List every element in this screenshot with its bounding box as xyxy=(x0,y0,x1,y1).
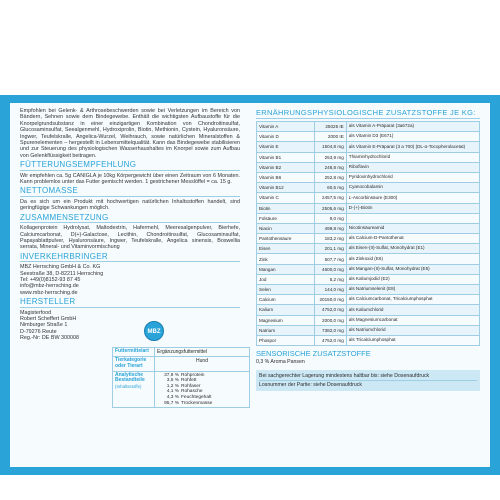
list-item: 4,3 % Feuchtegehalt xyxy=(166,394,212,400)
divider xyxy=(20,170,240,171)
divider xyxy=(20,261,240,262)
table-row xyxy=(257,162,480,172)
nutrient-description: Nicotinsäureamid xyxy=(346,223,479,233)
table-row xyxy=(257,335,480,345)
address-line: D-79276 Reute xyxy=(20,328,57,335)
distributor-address xyxy=(20,264,240,296)
analytical-values xyxy=(155,371,250,408)
intro-text: Empfohlen bei Gelenk- & Arthrosebeschwerden sowie bei Verletzungen im Bereich von Bändern, Sehnen sowie dem Bindegewebe. Enthält die wichtigsten Aufbaustoffe für die Knorpelgrundsubstanz in einer einzigartigen Kombination von Chondroitinsulfat, Glucosaminsulfat, Seealgenmehl, Hydroxiprolin, Biotin, Methionin, Cystein, Hyaluronsäure, Ingwer, Teufelskralle, Angelica-Wurzel, Weihrauch, sowie natürlichen Mineralstoffen & Spurenelementen – hergestellt in Lebensmittelqualität. Kann das Bindegewebe stabilisieren und zur Steuerung des physiologischen Wasserhaushaltes im Knorpel sowie zum Aufbau von Gelenkflüssigkeit beitragen. xyxy=(20,108,240,159)
address-line: Magisterfood xyxy=(20,309,52,316)
nutrient-name: Eisen xyxy=(257,244,315,254)
address-line: Robert Scheffert GmbH xyxy=(20,315,77,322)
divider xyxy=(20,222,240,223)
storage-line-lot-number: Losnummer der Partie: siehe Dosenaufdruck xyxy=(259,382,362,389)
sensory-text: 0,3 % Aroma Pansen xyxy=(256,359,305,366)
table-row xyxy=(257,285,480,295)
nutrient-description: als Mangan-(II)-Sulfat, Monohydrat (E5) xyxy=(346,264,479,274)
table-row xyxy=(113,357,250,372)
table-row xyxy=(257,172,480,182)
feeding-text: Wir empfehlen ca. 5g CANIGLA je 10kg Körpergewicht über einen Zeitraum von 6 Monaten. Kann problemlos unter das Futter gemischt werden. 1 gestrichener Messlöffel = ca. 15 g. xyxy=(20,172,240,186)
table-row xyxy=(257,142,480,152)
table-row xyxy=(257,152,480,162)
nutrient-amount: 2505,6 mg xyxy=(314,203,346,213)
nutrient-description xyxy=(346,213,479,223)
net-text: Da es sich um ein Produkt mit hochwertigen natürlichen Inhaltsstoffen handelt, sind geringfügige Schwankungen möglich. xyxy=(20,198,240,212)
nutrient-description: als Vitamin E-Präparat (3 a 700) (DL-α-Tocopherolacetat) xyxy=(346,142,479,152)
nutrient-name: Pantothensäure xyxy=(257,234,315,244)
nutrient-description: Pyridoxinhydrochlorid xyxy=(346,172,479,182)
nutrient-name: Phospor xyxy=(257,335,315,345)
mbz-logo-badge: MBZ xyxy=(144,321,164,341)
nutrient-name: Vitamin A xyxy=(257,122,315,132)
address-line: Reg.-Nr: DE BW 300008 xyxy=(20,335,80,342)
table-row xyxy=(257,234,480,244)
nutrient-description: Thiaminhydrochlorid xyxy=(346,152,479,162)
nutrient-amount: 4752,0 mg xyxy=(314,335,346,345)
table-row xyxy=(257,305,480,315)
address-line: MBZ Herrsching GmbH & Co. KG xyxy=(20,264,101,271)
address-line: Nimburger Straße 1 xyxy=(20,322,68,329)
manufacturer-address xyxy=(20,310,240,342)
nutrient-name: Biotin xyxy=(257,203,315,213)
additives-table xyxy=(256,121,480,346)
nutrient-name: Selen xyxy=(257,285,315,295)
table-row xyxy=(257,193,480,203)
nutrient-description: als Kaliumjodid (E2) xyxy=(346,274,479,284)
animal-label: Tierkategorie oder Tierart xyxy=(113,357,155,372)
analytical-label xyxy=(113,371,155,408)
table-row xyxy=(113,348,250,357)
analytical-subtitle: (Inhaltsstoffe) xyxy=(115,384,142,390)
nutrient-name: Natrium xyxy=(257,325,315,335)
nutrient-description: als Magnesiumcarbonat xyxy=(346,315,479,325)
nutrient-name: Vitamin B6 xyxy=(257,172,315,182)
feed-type-table xyxy=(112,347,250,408)
net-title: NETTOMASSE xyxy=(20,186,78,196)
divider xyxy=(20,307,240,308)
nutrient-name: Vitamin B12 xyxy=(257,183,315,193)
nutrient-name: Magnesium xyxy=(257,315,315,325)
blue-border-right xyxy=(490,95,500,475)
blue-border-bottom xyxy=(10,467,490,475)
divider xyxy=(20,196,240,197)
nutrient-name: Kalium xyxy=(257,305,315,315)
address-line: www.mbz-herrsching.de xyxy=(20,289,78,296)
nutrient-name: Vitamin E xyxy=(257,142,315,152)
nutrient-description: Riboflavin xyxy=(346,162,479,172)
address-line: Tel: +49(0)8152-93 87 45 xyxy=(20,276,81,283)
feeding-title: FÜTTERUNGSEMPFEHLUNG xyxy=(20,160,137,170)
type-label: Futtermittelart xyxy=(113,348,155,357)
list-item: 3,5 % Rohfett xyxy=(166,378,197,384)
blue-border-left xyxy=(0,95,10,475)
storage-line-shelf-life: Bei sachgerechter Lagerung mindestens haltbar bis: siehe Dosenaufdruck xyxy=(259,372,477,381)
table-row xyxy=(257,315,480,325)
nutrient-description: Cyanocobalamin xyxy=(346,183,479,193)
table-row xyxy=(257,203,480,213)
nutrient-name: Calcium xyxy=(257,295,315,305)
left-column xyxy=(20,108,240,342)
list-item: 95,7 % Trockenmasse xyxy=(164,400,213,406)
nutrient-amount: 201,1 mg xyxy=(314,244,346,254)
table-row xyxy=(113,371,250,408)
nutrient-amount: 7382,0 mg xyxy=(314,325,346,335)
address-line: Seestraße 38, D-82211 Herrsching xyxy=(20,270,104,277)
blue-border-top xyxy=(10,95,490,103)
nutrient-amount: 144,0 mg xyxy=(314,285,346,295)
nutrient-description: als Calciumcarbonat, Tricalciumphosphat xyxy=(346,295,479,305)
composition-title: ZUSAMMENSETZUNG xyxy=(20,212,109,222)
nutrient-name: Vitamin C xyxy=(257,193,315,203)
table-row xyxy=(257,122,480,132)
animal-value: Hund xyxy=(155,357,250,372)
nutrient-name: Niacin xyxy=(257,223,315,233)
list-item: 4,1 % Rohasche xyxy=(166,389,203,395)
table-row xyxy=(257,183,480,193)
nutrient-amount: 4600,0 mg xyxy=(314,264,346,274)
nutrient-description: als Kaliumchlorid xyxy=(346,305,479,315)
manufacturer-title: HERSTELLER xyxy=(20,297,76,307)
nutrient-description: als Tricalciumphosphat xyxy=(346,335,479,345)
nutrient-amount: 2000,0 mg xyxy=(314,315,346,325)
nutrient-amount: 248,8 mg xyxy=(314,162,346,172)
composition-text: Kollagenprotein Hydrolysat, Maltodextrin, Hafermehl, Meeresalgenpulver, Bierhefe, Calciumcarbonat, D(+)-Galactose, Lecithin, Chondroitinsulfat, Glucosaminsulfat, Papayablattpulver, Hyaluronsäure, Ingwer, Teufelskralle, Angelica sinensis, Boswellia serrata, Mineral- und Vitaminvormischung xyxy=(20,225,240,251)
storage-info xyxy=(256,370,480,391)
nutrient-name: Folsäure xyxy=(257,213,315,223)
nutrient-description: als Eisen-(II)-Sulfat, Monohydrat (E1) xyxy=(346,244,479,254)
nutrient-name: Jod xyxy=(257,274,315,284)
table-row xyxy=(257,223,480,233)
distributor-title: INVERKEHRBRINGER xyxy=(20,251,108,261)
nutrient-amount: 9,0 mg xyxy=(314,213,346,223)
list-item: 37,8 % Rohprotein xyxy=(164,372,205,378)
nutrient-amount: 1504,8 mg xyxy=(314,142,346,152)
table-row xyxy=(257,295,480,305)
nutrient-description: D-(+)-Biotin xyxy=(346,203,479,213)
nutrient-name: Mangan xyxy=(257,264,315,274)
nutrient-name: Vitamin B2 xyxy=(257,162,315,172)
nutrient-amount: 20150,0 mg xyxy=(314,295,346,305)
nutrient-amount: 499,8 mg xyxy=(314,223,346,233)
type-value: Ergänzungsfuttermittel xyxy=(155,348,250,357)
address-line: info@mbz-herrsching.de xyxy=(20,283,79,290)
nutrient-description: als Calcium-D-Pantothenat xyxy=(346,234,479,244)
nutrient-amount: 5,2 mg xyxy=(314,274,346,284)
analytical-title: Analytische Bestandteile xyxy=(115,371,145,384)
sensory-title: SENSORISCHE ZUSATZSTOFFE xyxy=(256,349,371,359)
nutrient-description: als Natriumselenit (E8) xyxy=(346,285,479,295)
nutrient-amount: 253,9 mg xyxy=(314,152,346,162)
nutrient-description: als Zinkoxid (E6) xyxy=(346,254,479,264)
nutrient-amount: 183,2 mg xyxy=(314,234,346,244)
table-row xyxy=(257,132,480,142)
table-row xyxy=(257,325,480,335)
table-row xyxy=(257,274,480,284)
list-item: 1,2 % Rohfaser xyxy=(166,383,201,389)
nutrient-description: als Vitamin D3 (E671) xyxy=(346,132,479,142)
nutrient-description: L-Ascorbinsäure (E300) xyxy=(346,193,479,203)
nutrient-name: Vitamin D xyxy=(257,132,315,142)
nutrient-name: Zink xyxy=(257,254,315,264)
nutrient-amount: 252,8 mg xyxy=(314,172,346,182)
nutrient-amount: 2457,5 mg xyxy=(314,193,346,203)
nutrient-amount: 2000 IE xyxy=(314,132,346,142)
table-row xyxy=(257,254,480,264)
nutrient-amount: 60,5 mg xyxy=(314,183,346,193)
nutrient-description: als Vitamin A-Präparat (3a672a) xyxy=(346,122,479,132)
table-row xyxy=(257,264,480,274)
nutrient-amount: 4752,0 mg xyxy=(314,305,346,315)
nutrient-amount: 507,7 mg xyxy=(314,254,346,264)
nutrient-amount: 25025 IE xyxy=(314,122,346,132)
table-row xyxy=(257,213,480,223)
additives-title: ERNÄHRUNGSPHYSIOLOGISCHE ZUSATZSTOFFE JE KG: xyxy=(256,108,480,119)
nutrient-name: Vitamin B1 xyxy=(257,152,315,162)
table-row xyxy=(257,244,480,254)
right-column xyxy=(256,108,480,391)
nutrient-description: als Natriumchlorid xyxy=(346,325,479,335)
